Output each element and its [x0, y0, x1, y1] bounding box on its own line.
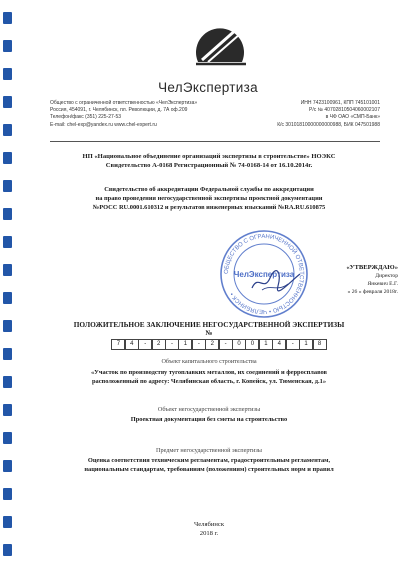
bank-details-line: в ЧФ ОАО «СМП-Банк»	[325, 114, 380, 121]
binding-edge	[0, 0, 14, 569]
company-details	[50, 100, 197, 129]
subject-line: национальным стандартам, требованиям (положениям) строительных норм и правил	[84, 466, 334, 473]
np-certificate	[30, 152, 388, 170]
object-value	[30, 368, 388, 386]
number-cell: -	[286, 339, 300, 350]
np-line: Свидетельство А-0168 Регистрационный № 74-0168-14 от 16.10.2014г.	[105, 162, 313, 169]
exam-object-value: Проектная документация без сметы на строительство	[130, 416, 288, 423]
number-cell: -	[138, 339, 152, 350]
document-page	[16, 0, 400, 569]
accreditation-line: на право проведения негосударственной экспертизы проектной документации	[95, 194, 323, 202]
approval-position: Директор	[375, 273, 398, 279]
accreditation-line: №РОСС RU.0001.610312 и результатов инженерных изысканий №RA.RU.610875	[92, 203, 326, 211]
number-cell: 0	[232, 339, 246, 350]
subject-value	[30, 456, 388, 474]
seal-center-text: ЧелЭкспертиза	[233, 270, 295, 279]
number-cell: 1	[178, 339, 192, 350]
number-cell: 2	[152, 339, 166, 350]
number-cell: -	[192, 339, 206, 350]
company-details-line: Россия, 454091, г. Челябинск, пл. Революции, д. 7А оф.209	[50, 107, 188, 114]
bank-details	[256, 100, 380, 129]
exam-object-label: Объект негосударственной экспертизы	[157, 406, 261, 413]
subject-line: Оценка соответствия техническим регламентам, градостроительным регламентам,	[87, 457, 331, 464]
object-line: «Участок по производству тугоплавких металлов, их соединений и ферросплавов	[90, 369, 327, 376]
company-details-line: Общество с ограниченной ответственностью «ЧелЭкспертиза»	[50, 100, 198, 106]
approval-date: « 26 » февраля 2018г.	[347, 289, 398, 295]
object-label: Объект капитального строительства	[161, 358, 257, 365]
number-cell: -	[165, 339, 179, 350]
approval-name: Янкевич Е.Г.	[367, 281, 398, 287]
footer-year: 2018 г.	[199, 530, 219, 537]
footer-city: Челябинск	[193, 521, 225, 528]
number-cell: 8	[313, 339, 327, 350]
company-details-line: Телефон/факс (351) 225-27-53	[50, 114, 122, 121]
approval-block	[286, 264, 398, 296]
conclusion-title: ПОЛОЖИТЕЛЬНОЕ ЗАКЛЮЧЕНИЕ НЕГОСУДАРСТВЕННОЙ ЭКСПЕРТИЗЫ	[73, 320, 345, 329]
seal-ring-text: ОБЩЕСТВО С ОГРАНИЧЕННОЙ ОТВЕТСТВЕННОСТЬЮ • ЧЕЛЯБИНСК •	[223, 233, 305, 315]
number-cell: 4	[125, 339, 139, 350]
bank-details-line: ИНН 7423100961, КПП 745101001	[300, 100, 380, 106]
number-cell: 2	[205, 339, 219, 350]
approval-title: «УТВЕРЖДАЮ»	[346, 264, 398, 271]
np-line: НП «Национальное объединение организаций экспертизы в строительстве» НОЭКС	[82, 153, 336, 160]
number-cell: 1	[259, 339, 273, 350]
number-cell: 0	[245, 339, 259, 350]
number-cell: 1	[299, 339, 313, 350]
accreditation-block	[30, 186, 388, 212]
header-divider	[50, 141, 380, 142]
number-cell: -	[219, 339, 233, 350]
object-line: расположенный по адресу: Челябинская область, г. Копейск, ул. Тюменская, д.1»	[91, 378, 327, 385]
accreditation-line: Свидетельство об аккредитации Федеральной службы по аккредитации	[104, 186, 314, 193]
conclusion-number-label: №	[205, 329, 213, 337]
bank-details-line: К/с 30101810000000000988, БИК 047501988	[277, 121, 380, 128]
conclusion-number-boxes	[112, 339, 327, 350]
subject-label: Предмет негосударственной экспертизы	[156, 447, 262, 454]
company-logo-icon	[188, 18, 252, 72]
company-details-line: E-mail: chel-exp@yandex.ru www.chel-expert.ru	[50, 121, 157, 128]
brand-name: ЧелЭкспертиза	[158, 80, 258, 95]
number-cell: 7	[111, 339, 125, 350]
bank-details-line: Р/с № 40702810504060002107	[309, 107, 380, 114]
number-cell: 4	[272, 339, 286, 350]
